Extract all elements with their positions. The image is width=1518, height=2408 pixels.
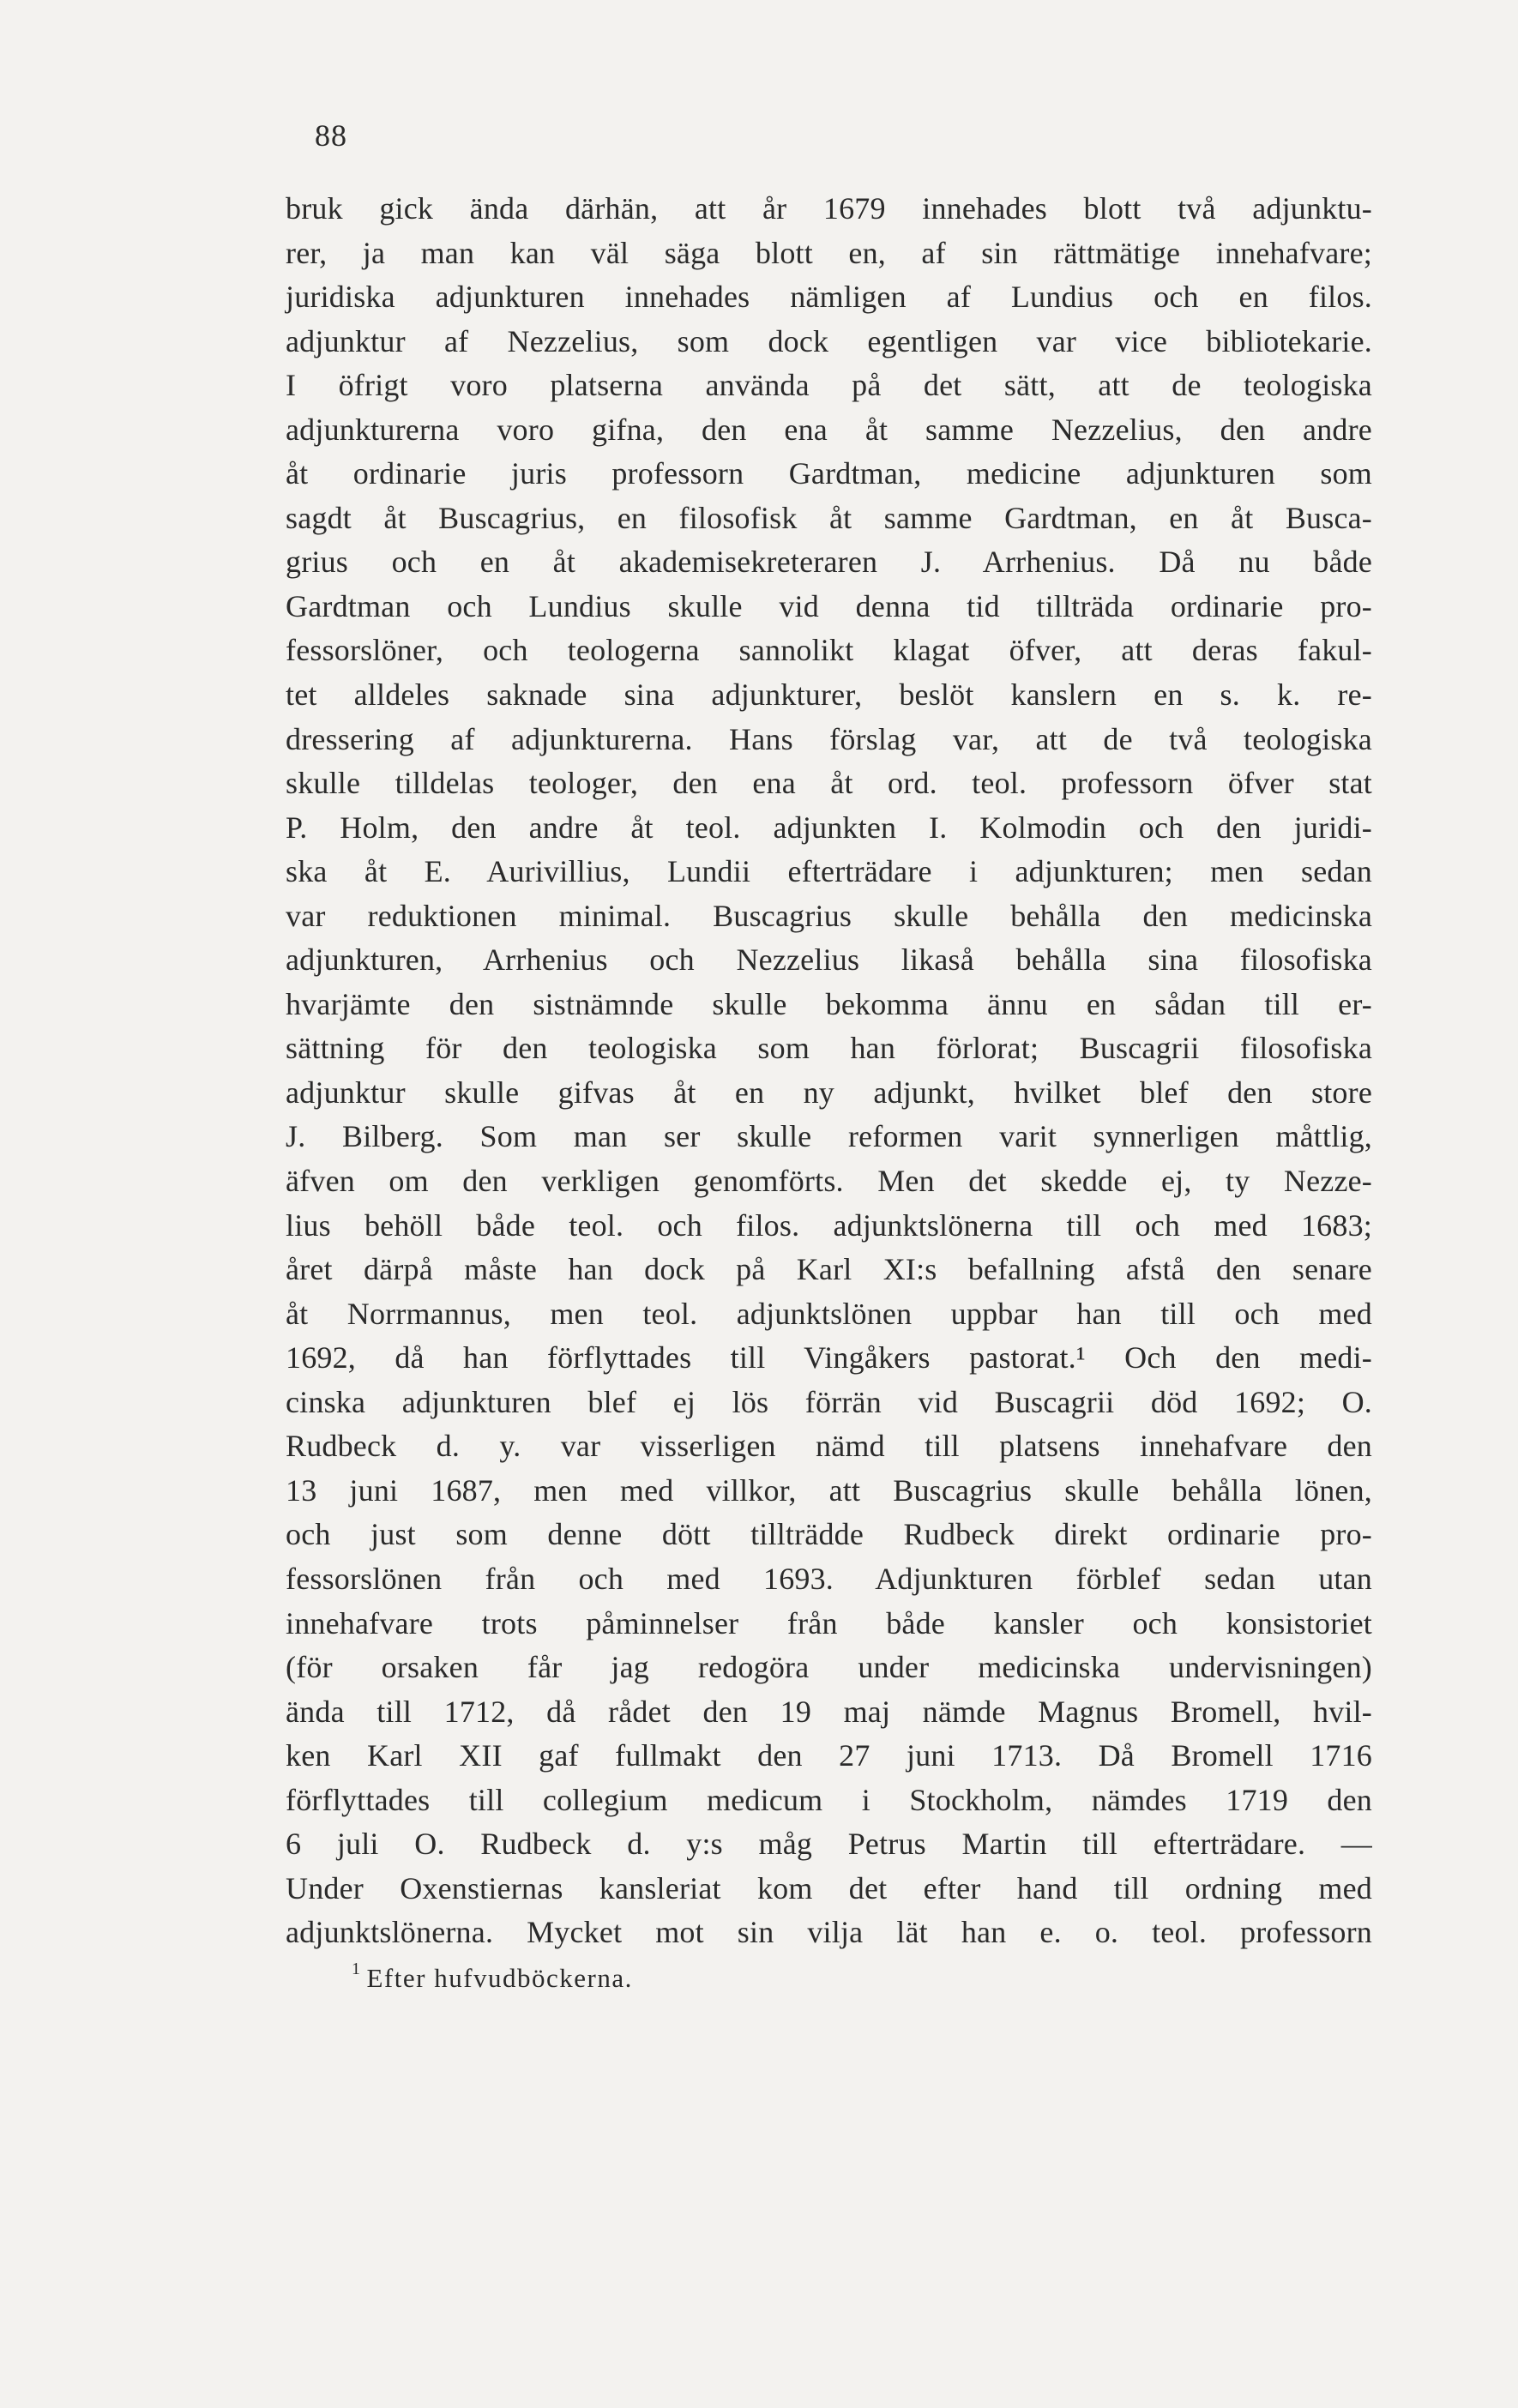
text-line: innehafvare trots påminnelser från både kansler och konsistoriet: [286, 1605, 1372, 1640]
text-line: sagdt åt Buscagrius, en filosofisk åt samme Gardtman, en åt Busca-: [286, 500, 1372, 535]
text-line: 1692, då han förflyttades till Vingåkers pastorat.¹ Och den medi-: [286, 1340, 1372, 1376]
text-line: och just som denne dött tillträdde Rudbeck direkt ordinarie pro-: [286, 1517, 1372, 1552]
text-line: fessorslönen från och med 1693. Adjunkturen förblef sedan utan: [286, 1561, 1372, 1596]
footnote-text: Efter hufvudböckerna.: [366, 1963, 633, 1993]
text-line: P. Holm, den andre åt teol. adjunkten I. Kolmodin och den juridi-: [286, 810, 1372, 845]
text-line: (för orsaken får jag redogöra under medicinska undervisningen): [286, 1650, 1372, 1685]
text-line: sättning för den teologiska som han förlorat; Buscagrii filosofiska: [286, 1031, 1372, 1066]
text-line: Rudbeck d. y. var visserligen nämd till platsens innehafvare den: [286, 1429, 1372, 1464]
text-line: J. Bilberg. Som man ser skulle reformen varit synnerligen måttlig,: [286, 1119, 1372, 1154]
text-line: tet alldeles saknade sina adjunkturer, beslöt kanslern en s. k. re-: [286, 677, 1372, 713]
text-line: Gardtman och Lundius skulle vid denna tid tillträda ordinarie pro-: [286, 588, 1372, 623]
text-line: hvarjämte den sistnämnde skulle bekomma ännu en sådan till er-: [286, 986, 1372, 1021]
text-line: cinska adjunkturen blef ej lös förrän vid Buscagrii död 1692; O.: [286, 1384, 1372, 1419]
text-line: adjunkturerna voro gifna, den ena åt samme Nezzelius, den andre: [286, 412, 1372, 447]
text-line: I öfrigt voro platserna använda på det sätt, att de teologiska: [286, 368, 1372, 403]
body-text: [286, 187, 1372, 1955]
text-line: ken Karl XII gaf fullmakt den 27 juni 1713. Då Bromell 1716: [286, 1738, 1372, 1773]
text-line: 6 juli O. Rudbeck d. y:s måg Petrus Martin till efterträdare. —: [286, 1827, 1372, 1862]
text-line: året därpå måste han dock på Karl XI:s befallning afstå den senare: [286, 1252, 1372, 1287]
text-line: adjunktslönerna. Mycket mot sin vilja lät han e. o. teol. professorn: [286, 1915, 1372, 1950]
text-line: åt ordinarie juris professorn Gardtman, medicine adjunkturen som: [286, 456, 1372, 491]
text-line: skulle tilldelas teologer, den ena åt ord. teol. professorn öfver stat: [286, 766, 1372, 801]
text-line: lius behöll både teol. och filos. adjunktslönerna till och med 1683;: [286, 1207, 1372, 1243]
text-line: adjunktur af Nezzelius, som dock egentligen var vice bibliotekarie.: [286, 323, 1372, 358]
text-line: fessorslöner, och teologerna sannolikt klagat öfver, att deras fakul-: [286, 633, 1372, 668]
text-line: rer, ja man kan väl säga blott en, af sin rättmätige innehafvare;: [286, 235, 1372, 270]
text-line: grius och en åt akademisekreteraren J. Arrhenius. Då nu både: [286, 545, 1372, 580]
footnote-marker: 1: [352, 1960, 362, 1978]
text-line: äfven om den verkligen genomförts. Men det skedde ej, ty Nezze-: [286, 1164, 1372, 1199]
text-line: ända till 1712, då rådet den 19 maj nämde Magnus Bromell, hvil-: [286, 1694, 1372, 1729]
text-line: åt Norrmannus, men teol. adjunktslönen uppbar han till och med: [286, 1296, 1372, 1331]
text-line: juridiska adjunkturen innehades nämligen af Lundius och en filos.: [286, 280, 1372, 315]
text-line: förflyttades till collegium medicum i Stockholm, nämdes 1719 den: [286, 1782, 1372, 1817]
text-line: adjunktur skulle gifvas åt en ny adjunkt, hvilket blef den store: [286, 1075, 1372, 1110]
text-line: adjunkturen, Arrhenius och Nezzelius likaså behålla sina filosofiska: [286, 942, 1372, 978]
footnote: [352, 1962, 633, 1994]
page-number: 88: [315, 118, 347, 153]
text-line: var reduktionen minimal. Buscagrius skulle behålla den medicinska: [286, 898, 1372, 933]
text-line: bruk gick ända därhän, att år 1679 innehades blott två adjunktu-: [286, 191, 1372, 226]
text-line: Under Oxenstiernas kansleriat kom det efter hand till ordning med: [286, 1870, 1372, 1905]
text-line: 13 juni 1687, men med villkor, att Buscagrius skulle behålla lönen,: [286, 1472, 1372, 1508]
text-line: ska åt E. Aurivillius, Lundii efterträdare i adjunkturen; men sedan: [286, 854, 1372, 889]
text-line: dressering af adjunkturerna. Hans förslag var, att de två teologiska: [286, 721, 1372, 756]
